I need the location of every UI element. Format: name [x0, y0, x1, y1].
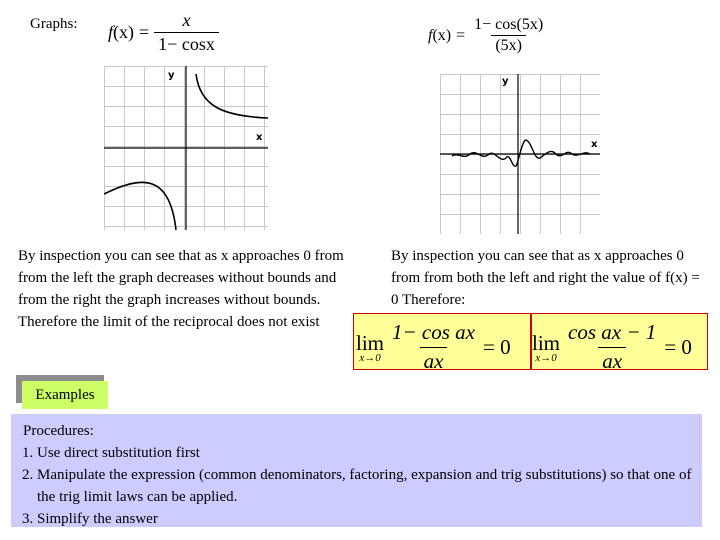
limit-left-denominator: ax [420, 347, 448, 374]
graph-2-x-label: x [591, 139, 598, 150]
limit-left-result: = 0 [483, 334, 511, 359]
limit-right [532, 320, 692, 374]
limit-right-numerator: cos ax − 1 [568, 320, 657, 344]
procedure-item: 2. Manipulate the expression (common denominators, factoring, expansion and trig substitutions) so that one of the trig limit laws can be applied. [37, 464, 702, 508]
limit-right-denominator: ax [598, 347, 626, 374]
formula-2-denominator: (5x) [491, 35, 526, 55]
formula-1 [108, 10, 219, 55]
graph-1-x-label: x [256, 132, 263, 143]
formula-2-arg: (x) [432, 26, 452, 44]
limit-right-operator [532, 331, 560, 364]
formula-2-f: f [428, 26, 433, 44]
formula-2-fraction [470, 16, 547, 55]
limit-left-sub: x→0 [359, 351, 381, 364]
formula-1-arg: (x) [113, 22, 135, 42]
graphs-label: Graphs: [30, 16, 78, 32]
formula-2-numerator: 1− cos(5x) [474, 16, 544, 33]
formula-1-f: f [108, 22, 114, 42]
paragraph-left: By inspection you can see that as x approaches 0 from from the left the graph decreases without bounds and from the right the graph increases without bounds. Therefore the limit of the reciprocal does not exist [18, 248, 344, 330]
formula-2 [428, 16, 547, 55]
limit-left-numerator-text: 1− cos ax [392, 320, 476, 344]
limit-right-sub: x→0 [535, 351, 557, 364]
formula-1-equals: = [139, 22, 150, 42]
limit-right-lim: lim [532, 330, 561, 355]
formula-2-equals: = [456, 26, 466, 44]
graph-2 [440, 74, 600, 234]
procedures-title: Procedures: [23, 423, 94, 439]
graph-1-y-label: y [168, 70, 175, 81]
procedures-panel [11, 414, 702, 527]
limit-left-numerator [388, 320, 479, 347]
graph-1-right-branch [196, 74, 268, 118]
limit-left-operator [356, 331, 384, 364]
limit-right-result: = 0 [664, 334, 692, 359]
formula-1-fraction [154, 10, 219, 55]
limit-left-lim: lim [356, 330, 385, 355]
procedure-item: 1. Use direct substitution first [37, 442, 702, 464]
procedures-list [17, 442, 702, 530]
formula-1-numerator: x [182, 10, 191, 30]
graph-1 [104, 66, 268, 230]
formula-1-denominator: 1− cosx [154, 32, 219, 55]
examples-button[interactable]: Examples [22, 381, 108, 409]
limit-left-fraction [388, 320, 479, 374]
paragraph-right: By inspection you can see that as x approaches 0 from from both the left and right the value of f(x) = 0 Therefore: [391, 248, 700, 308]
limit-right-fraction [564, 320, 660, 374]
limit-left [356, 320, 511, 374]
graph-2-y-label: y [502, 76, 509, 87]
procedure-item: 3. Simplify the answer [37, 508, 702, 530]
limit-laws-box [353, 313, 708, 373]
